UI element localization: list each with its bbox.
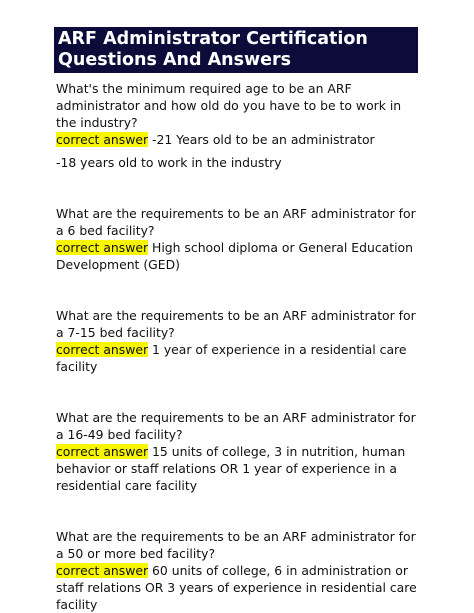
answer-line: facility <box>56 359 98 374</box>
correct-answer-label: correct answer <box>56 342 149 357</box>
qa-item-1 <box>56 80 426 171</box>
question-line: What are the requirements to be an ARF administrator for <box>56 529 416 544</box>
question-line: a 50 or more bed facility? <box>56 546 216 561</box>
correct-answer-label: correct answer <box>56 444 149 459</box>
question-line: a 7-15 bed facility? <box>56 325 175 340</box>
answer-line <box>56 443 426 460</box>
question-line: What are the requirements to be an ARF administrator for <box>56 410 416 425</box>
question-line: administrator and how old do you have to be to work in <box>56 98 402 113</box>
answer-text: 15 units of college, 3 in nutrition, human <box>148 444 406 459</box>
answer-line: staff relations OR 3 years of experience in residential care <box>56 580 417 595</box>
answer-line: facility <box>56 597 98 612</box>
answer-text: 60 units of college, 6 in administration or <box>148 563 408 578</box>
correct-answer-label: correct answer <box>56 563 149 578</box>
question-line: a 16-49 bed facility? <box>56 427 183 442</box>
correct-answer-label: correct answer <box>56 240 149 255</box>
answer-line: residential care facility <box>56 478 198 493</box>
question-line: a 6 bed facility? <box>56 223 155 238</box>
document-title-line-2: Questions And Answers <box>58 50 292 70</box>
question-line: the industry? <box>56 115 138 130</box>
qa-content <box>56 80 426 613</box>
answer-line <box>56 131 426 148</box>
answer-line <box>56 562 426 579</box>
question-line: What's the minimum required age to be an ARF <box>56 81 352 96</box>
correct-answer-label: correct answer <box>56 132 149 147</box>
answer-line: Development (GED) <box>56 257 180 272</box>
document-title-line-1: ARF Administrator Certification <box>58 29 368 49</box>
answer-line <box>56 239 426 256</box>
answer-text: -21 Years old to be an administrator <box>148 132 375 147</box>
answer-line: behavior or staff relations OR 1 year of experience in a <box>56 461 397 476</box>
qa-item-5 <box>56 528 426 613</box>
qa-item-2 <box>56 205 426 273</box>
answer-line: -18 years old to work in the industry <box>56 155 282 170</box>
question-line: What are the requirements to be an ARF administrator for <box>56 308 416 323</box>
answer-text: 1 year of experience in a residential care <box>148 342 407 357</box>
title-banner <box>54 27 418 73</box>
answer-text: High school diploma or General Education <box>148 240 413 255</box>
qa-item-4 <box>56 409 426 494</box>
question-line: What are the requirements to be an ARF administrator for <box>56 206 416 221</box>
qa-item-3 <box>56 307 426 375</box>
answer-line <box>56 341 426 358</box>
